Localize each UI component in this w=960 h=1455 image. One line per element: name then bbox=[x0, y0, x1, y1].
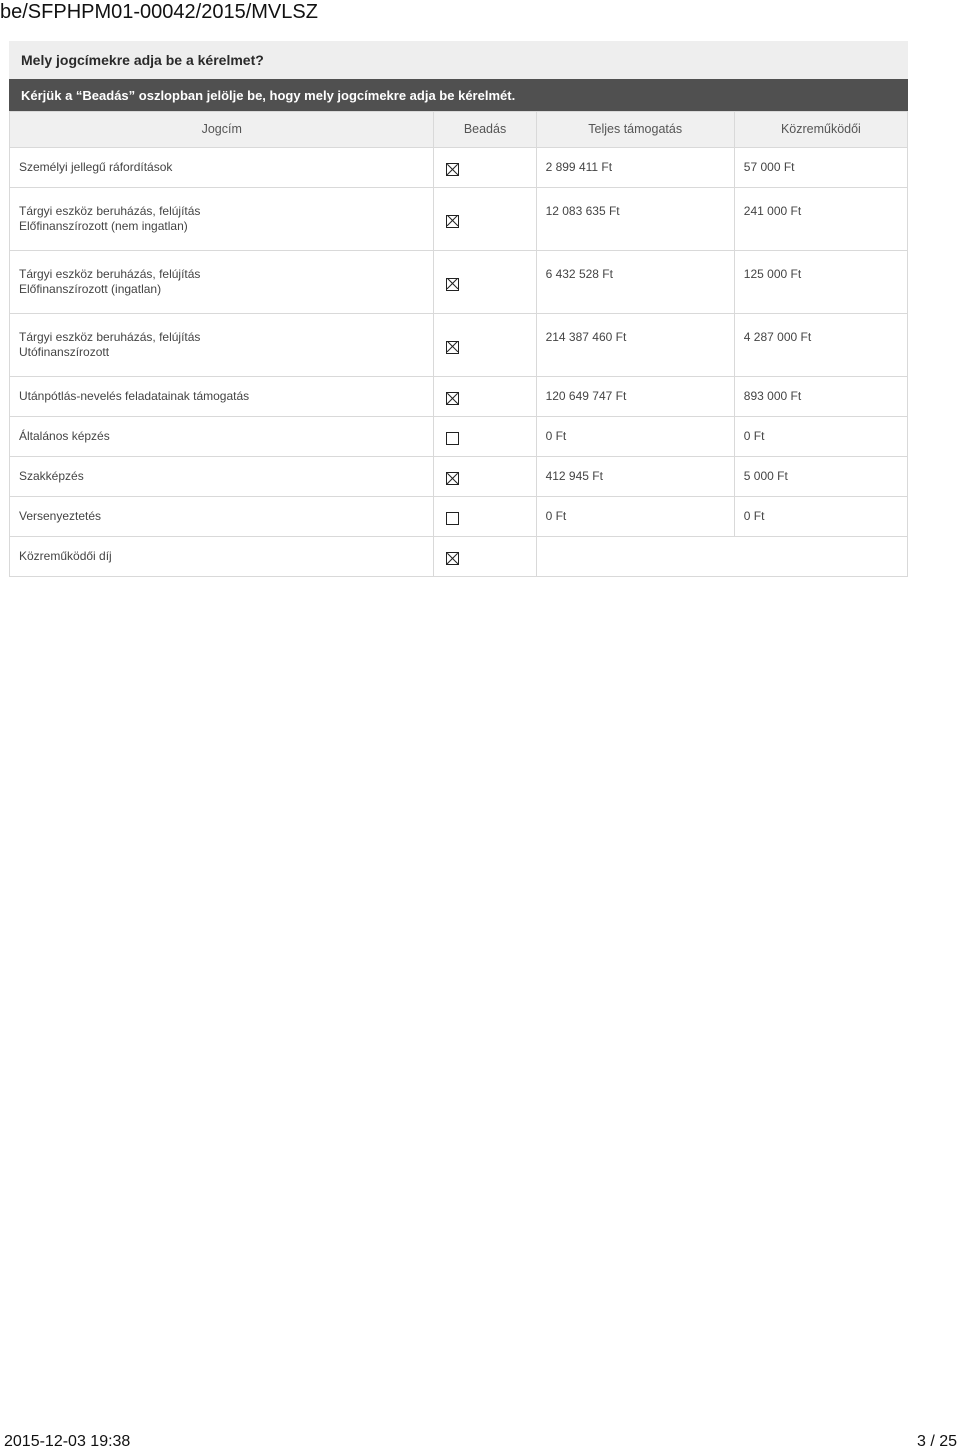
teljes-cell: 412 945 Ft bbox=[536, 457, 734, 497]
jogcim-cell bbox=[10, 188, 434, 251]
jogcim-cell bbox=[10, 417, 434, 457]
jogcim-line: Tárgyi eszköz beruházás, felújítás bbox=[19, 204, 201, 218]
teljes-cell: 6 432 528 Ft bbox=[536, 251, 734, 314]
beadas-checkbox[interactable] bbox=[446, 512, 459, 525]
section-question: Mely jogcímekre adja be a kérelmet? bbox=[9, 41, 908, 79]
beadas-checkbox[interactable] bbox=[446, 392, 459, 405]
kozremukodoi-cell: 125 000 Ft bbox=[734, 251, 907, 314]
beadas-cell bbox=[434, 148, 536, 188]
table-row bbox=[10, 251, 908, 314]
jogcim-line: Szakképzés bbox=[19, 469, 84, 483]
beadas-cell bbox=[434, 497, 536, 537]
header-beadas: Beadás bbox=[434, 112, 536, 148]
jogcim-cell bbox=[10, 537, 434, 577]
jogcim-cell bbox=[10, 148, 434, 188]
footer-page-number: 3 / 25 bbox=[916, 1433, 957, 1450]
section-instruction: Kérjük a “Beadás” oszlopban jelölje be, hogy mely jogcímekre adja be kérelmét. bbox=[9, 79, 908, 111]
jogcim-subline: Előfinanszírozott (ingatlan) bbox=[19, 282, 162, 296]
kozremukodoi-cell: 0 Ft bbox=[734, 417, 907, 457]
beadas-cell bbox=[434, 537, 536, 577]
beadas-checkbox[interactable] bbox=[446, 341, 459, 354]
beadas-cell bbox=[434, 417, 536, 457]
beadas-checkbox[interactable] bbox=[446, 278, 459, 291]
jogcim-line: Személyi jellegű ráfordítások bbox=[19, 160, 173, 174]
table-row bbox=[10, 497, 908, 537]
jogcim-subline: Utófinanszírozott bbox=[19, 345, 110, 359]
kozremukodoi-cell: 241 000 Ft bbox=[734, 188, 907, 251]
footer-timestamp: 2015-12-03 19:38 bbox=[4, 1433, 131, 1450]
table-row bbox=[10, 188, 908, 251]
jogcim-cell bbox=[10, 457, 434, 497]
table-row bbox=[10, 417, 908, 457]
document-id: be/SFPHPM01-00042/2015/MVLSZ bbox=[0, 1, 318, 23]
beadas-cell bbox=[434, 457, 536, 497]
header-teljes-tamogatas: Teljes támogatás bbox=[536, 112, 734, 148]
table-row bbox=[10, 537, 908, 577]
table-header-row bbox=[10, 112, 908, 148]
kozremukodoi-cell: 0 Ft bbox=[734, 497, 907, 537]
beadas-checkbox[interactable] bbox=[446, 472, 459, 485]
teljes-cell: 214 387 460 Ft bbox=[536, 314, 734, 377]
claims-panel bbox=[9, 41, 908, 577]
table-row bbox=[10, 377, 908, 417]
kozremukodoi-cell: 893 000 Ft bbox=[734, 377, 907, 417]
jogcim-line: Tárgyi eszköz beruházás, felújítás bbox=[19, 330, 201, 344]
table-row bbox=[10, 148, 908, 188]
beadas-checkbox[interactable] bbox=[446, 552, 459, 565]
beadas-cell bbox=[434, 251, 536, 314]
jogcim-line: Tárgyi eszköz beruházás, felújítás bbox=[19, 267, 201, 281]
teljes-cell: 2 899 411 Ft bbox=[536, 148, 734, 188]
jogcim-subline: Előfinanszírozott (nem ingatlan) bbox=[19, 219, 188, 233]
teljes-cell: 12 083 635 Ft bbox=[536, 188, 734, 251]
beadas-checkbox[interactable] bbox=[446, 432, 459, 445]
jogcim-line: Közreműködői díj bbox=[19, 549, 112, 563]
jogcim-cell bbox=[10, 377, 434, 417]
teljes-cell: 0 Ft bbox=[536, 417, 734, 457]
jogcim-line: Általános képzés bbox=[19, 429, 110, 443]
teljes-cell: 120 649 747 Ft bbox=[536, 377, 734, 417]
empty-amount-cell bbox=[536, 537, 907, 577]
jogcim-cell bbox=[10, 314, 434, 377]
header-jogcim: Jogcím bbox=[10, 112, 434, 148]
jogcim-line: Utánpótlás-nevelés feladatainak támogatás bbox=[19, 389, 250, 403]
beadas-cell bbox=[434, 377, 536, 417]
kozremukodoi-cell: 5 000 Ft bbox=[734, 457, 907, 497]
kozremukodoi-cell: 4 287 000 Ft bbox=[734, 314, 907, 377]
table-row bbox=[10, 314, 908, 377]
beadas-cell bbox=[434, 188, 536, 251]
header-kozremukodoi: Közreműködői bbox=[734, 112, 907, 148]
beadas-cell bbox=[434, 314, 536, 377]
jogcim-line: Versenyeztetés bbox=[19, 509, 102, 523]
beadas-checkbox[interactable] bbox=[446, 163, 459, 176]
teljes-cell: 0 Ft bbox=[536, 497, 734, 537]
kozremukodoi-cell: 57 000 Ft bbox=[734, 148, 907, 188]
jogcim-cell bbox=[10, 497, 434, 537]
claims-table bbox=[9, 111, 908, 577]
jogcim-cell bbox=[10, 251, 434, 314]
table-row bbox=[10, 457, 908, 497]
beadas-checkbox[interactable] bbox=[446, 215, 459, 228]
